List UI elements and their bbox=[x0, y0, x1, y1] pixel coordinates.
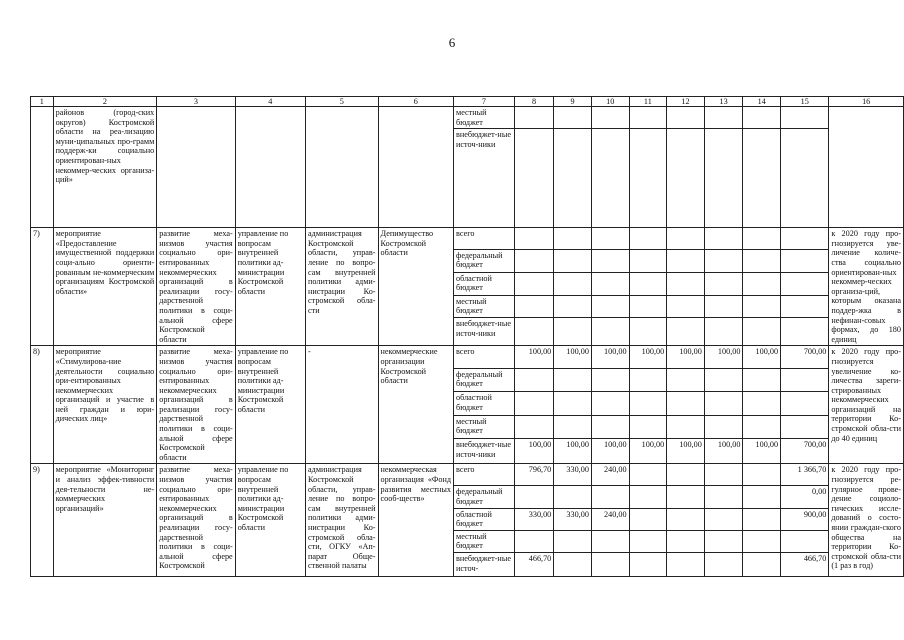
amount-cell bbox=[667, 486, 705, 508]
amount-cell bbox=[554, 368, 592, 391]
funding-source: федеральный бюджет bbox=[454, 368, 515, 391]
amount-cell bbox=[591, 530, 629, 552]
amount-cell bbox=[704, 368, 743, 391]
amount-cell: 100,00 bbox=[743, 346, 781, 368]
header-cell: 16 bbox=[829, 97, 904, 107]
measure-name: районов (город-ских округов) Костромской области на реа-лизацию муни-ципальных про-грамм поддерж-ки социально ориентирован-ных некоммер-ческих организа-ций» bbox=[53, 107, 157, 228]
funding-source: областной бюджет bbox=[454, 392, 515, 415]
amount-cell bbox=[743, 530, 781, 552]
coordinator bbox=[235, 107, 305, 228]
activity-direction: развитие меха-низмов участия социально ори-ентированных некоммерческих организаций в реализации госу-дарственной политики в соци-альной сфере Костромской области bbox=[157, 346, 235, 464]
amount-cell bbox=[554, 249, 592, 272]
expected-result: к 2020 году про-гнозируется ре-гулярное прове-дение социоло-гических иссле-дований о состо-янии граждан-ского общества на территории Ко-стромской обла-сти (1 раз в год) bbox=[829, 464, 904, 577]
amount-cell bbox=[629, 272, 667, 295]
amount-cell bbox=[781, 228, 829, 250]
amount-cell bbox=[667, 464, 705, 486]
coordinator: управление по вопросам внутренней политики ад-министрации Костромской области bbox=[235, 346, 305, 464]
executor: - bbox=[306, 346, 379, 464]
amount-cell: 100,00 bbox=[591, 346, 629, 368]
measure-name: мероприятие «Стимулирова-ние деятельности социально ори-ентированных некоммерческих организаций и участие в ней граждан и юри-дических лиц» bbox=[53, 346, 157, 464]
header-cell: 4 bbox=[235, 97, 305, 107]
amount-cell bbox=[704, 228, 743, 250]
amount-cell: 0,00 bbox=[781, 486, 829, 508]
row-number bbox=[31, 107, 54, 228]
amount-cell bbox=[629, 295, 667, 318]
funding-source: местный бюджет bbox=[454, 107, 515, 129]
page-number: 6 bbox=[448, 35, 456, 50]
executor bbox=[306, 107, 379, 228]
amount-cell bbox=[591, 553, 629, 577]
amount-cell bbox=[514, 318, 554, 346]
amount-cell bbox=[629, 464, 667, 486]
amount-cell bbox=[667, 392, 705, 415]
amount-cell bbox=[704, 553, 743, 577]
funding-source: всего bbox=[454, 346, 515, 368]
amount-cell bbox=[667, 553, 705, 577]
participant: некоммерческая организация «Фонд развития местных сооб-ществ» bbox=[378, 464, 454, 577]
amount-cell bbox=[743, 107, 781, 129]
amount-cell bbox=[514, 249, 554, 272]
amount-cell: 1 366,70 bbox=[781, 464, 829, 486]
amount-cell bbox=[743, 508, 781, 530]
amount-cell bbox=[704, 272, 743, 295]
amount-cell: 100,00 bbox=[514, 439, 554, 464]
header-cell: 10 bbox=[591, 97, 629, 107]
amount-cell bbox=[514, 486, 554, 508]
amount-cell bbox=[704, 415, 743, 438]
amount-cell bbox=[629, 107, 667, 129]
measure-name: мероприятие «Предоставление имущественной поддержки соци-ально ориенти-рованным не-коммерческим организациям Костромской области» bbox=[53, 228, 157, 346]
amount-cell bbox=[554, 107, 592, 129]
amount-cell bbox=[743, 249, 781, 272]
amount-cell bbox=[743, 392, 781, 415]
amount-cell bbox=[781, 129, 829, 228]
amount-cell bbox=[743, 318, 781, 346]
amount-cell bbox=[704, 129, 743, 228]
header-row bbox=[31, 97, 904, 107]
funding-source: федеральный бюджет bbox=[454, 486, 515, 508]
amount-cell bbox=[667, 368, 705, 391]
funding-source: местный бюджет bbox=[454, 530, 515, 552]
measure-name: мероприятие «Мониторинг и анализ эффек-тивности дея-тельности не-коммерческих организаций» bbox=[53, 464, 157, 577]
amount-cell bbox=[629, 553, 667, 577]
funding-source: областной бюджет bbox=[454, 272, 515, 295]
funding-source: местный бюджет bbox=[454, 415, 515, 438]
amount-cell bbox=[781, 368, 829, 391]
amount-cell bbox=[591, 486, 629, 508]
header-cell: 3 bbox=[157, 97, 235, 107]
amount-cell bbox=[667, 508, 705, 530]
amount-cell bbox=[667, 228, 705, 250]
row-number: 9) bbox=[31, 464, 54, 577]
amount-cell: 330,00 bbox=[554, 508, 592, 530]
amount-cell: 330,00 bbox=[514, 508, 554, 530]
amount-cell bbox=[591, 318, 629, 346]
expected-result bbox=[829, 107, 904, 228]
amount-cell bbox=[591, 295, 629, 318]
amount-cell bbox=[743, 129, 781, 228]
participant bbox=[378, 107, 454, 228]
executor: администрация Костромской области, управ-ление по вопро-сам внутренней политики адми-нистрации Ко-стромской обла-сти bbox=[306, 228, 379, 346]
amount-cell: 100,00 bbox=[667, 439, 705, 464]
amount-cell bbox=[591, 107, 629, 129]
amount-cell bbox=[704, 464, 743, 486]
funding-source: федеральный бюджет bbox=[454, 249, 515, 272]
amount-cell bbox=[667, 415, 705, 438]
amount-cell bbox=[781, 107, 829, 129]
amount-cell: 100,00 bbox=[514, 346, 554, 368]
participant: Депимущество Костромской области bbox=[378, 228, 454, 346]
amount-cell bbox=[704, 249, 743, 272]
amount-cell bbox=[743, 272, 781, 295]
header-cell: 2 bbox=[53, 97, 157, 107]
amount-cell bbox=[704, 107, 743, 129]
amount-cell bbox=[554, 392, 592, 415]
amount-cell: 900,00 bbox=[781, 508, 829, 530]
funding-source: внебюджет-ные источ-ники bbox=[454, 318, 515, 346]
amount-cell bbox=[667, 318, 705, 346]
amount-cell bbox=[781, 318, 829, 346]
amount-cell bbox=[514, 107, 554, 129]
coordinator: управление по вопросам внутренней политики ад-министрации Костромской области bbox=[235, 464, 305, 577]
program-table bbox=[30, 96, 904, 577]
activity-direction: развитие меха-низмов участия социально ори-ентированных некоммерческих организаций в реализации госу-дарственной политики в соци-альной сфере Костромской bbox=[157, 464, 235, 577]
table-row bbox=[31, 346, 904, 368]
table-row bbox=[31, 464, 904, 486]
amount-cell: 100,00 bbox=[667, 346, 705, 368]
expected-result: к 2020 году про-гнозируется уве-личение количе-ства социально ориентирован-ных некоммер-ческих организа-ций, которым оказана поддер-жка в нефинан-совых формах, до 180 единиц bbox=[829, 228, 904, 346]
expected-result: к 2020 году про-гнозируется увеличение ко-личества зареги-стрированных некоммерческих организаций на территории Ко-стромской обла-сти до 40 единиц bbox=[829, 346, 904, 464]
coordinator: управление по вопросам внутренней политики ад-министрации Костромской области bbox=[235, 228, 305, 346]
amount-cell bbox=[667, 272, 705, 295]
amount-cell bbox=[743, 464, 781, 486]
amount-cell bbox=[781, 295, 829, 318]
amount-cell bbox=[514, 392, 554, 415]
amount-cell bbox=[704, 318, 743, 346]
amount-cell bbox=[591, 272, 629, 295]
amount-cell: 100,00 bbox=[629, 346, 667, 368]
table-row bbox=[31, 228, 904, 250]
amount-cell bbox=[667, 129, 705, 228]
table-row bbox=[31, 107, 904, 129]
amount-cell bbox=[704, 486, 743, 508]
header-cell: 8 bbox=[514, 97, 554, 107]
amount-cell bbox=[554, 318, 592, 346]
amount-cell bbox=[743, 415, 781, 438]
amount-cell bbox=[743, 486, 781, 508]
executor: администрация Костромской области, управ-ление по вопро-сам внутренней политики адми-нистрации Ко-стромской обла-сти, ОГКУ «Ап-парат Обще-ственной палаты bbox=[306, 464, 379, 577]
amount-cell bbox=[629, 530, 667, 552]
amount-cell bbox=[629, 318, 667, 346]
amount-cell bbox=[781, 249, 829, 272]
amount-cell bbox=[667, 249, 705, 272]
amount-cell bbox=[781, 415, 829, 438]
header-cell: 13 bbox=[704, 97, 743, 107]
amount-cell bbox=[554, 415, 592, 438]
amount-cell bbox=[514, 129, 554, 228]
amount-cell bbox=[629, 249, 667, 272]
amount-cell bbox=[704, 530, 743, 552]
amount-cell bbox=[743, 553, 781, 577]
funding-source: областной бюджет bbox=[454, 508, 515, 530]
header-cell: 15 bbox=[781, 97, 829, 107]
amount-cell bbox=[554, 530, 592, 552]
amount-cell: 466,70 bbox=[781, 553, 829, 577]
funding-source: внебюджет-ные источ-ники bbox=[454, 129, 515, 228]
funding-source: всего bbox=[454, 228, 515, 250]
amount-cell bbox=[629, 228, 667, 250]
amount-cell: 796,70 bbox=[514, 464, 554, 486]
amount-cell bbox=[781, 272, 829, 295]
amount-cell: 100,00 bbox=[554, 346, 592, 368]
amount-cell bbox=[554, 553, 592, 577]
activity-direction: развитие меха-низмов участия социально ори-ентированных некоммерческих организаций в реализации госу-дарственной политики в соци-альной сфере Костромской области bbox=[157, 228, 235, 346]
amount-cell bbox=[554, 228, 592, 250]
amount-cell: 330,00 bbox=[554, 464, 592, 486]
header-cell: 9 bbox=[554, 97, 592, 107]
amount-cell bbox=[667, 530, 705, 552]
amount-cell bbox=[591, 392, 629, 415]
header-cell: 1 bbox=[31, 97, 54, 107]
amount-cell bbox=[629, 368, 667, 391]
amount-cell bbox=[514, 228, 554, 250]
amount-cell bbox=[591, 228, 629, 250]
amount-cell bbox=[514, 272, 554, 295]
header-cell: 14 bbox=[743, 97, 781, 107]
amount-cell bbox=[667, 295, 705, 318]
amount-cell: 100,00 bbox=[743, 439, 781, 464]
amount-cell bbox=[554, 486, 592, 508]
amount-cell bbox=[667, 107, 705, 129]
amount-cell: 100,00 bbox=[554, 439, 592, 464]
header-cell: 7 bbox=[454, 97, 515, 107]
amount-cell bbox=[591, 129, 629, 228]
amount-cell bbox=[781, 392, 829, 415]
header-cell: 6 bbox=[378, 97, 454, 107]
amount-cell: 240,00 bbox=[591, 464, 629, 486]
amount-cell bbox=[591, 249, 629, 272]
participant: некоммерческие организации Костромской области bbox=[378, 346, 454, 464]
amount-cell bbox=[554, 129, 592, 228]
amount-cell: 100,00 bbox=[704, 346, 743, 368]
amount-cell bbox=[629, 415, 667, 438]
amount-cell bbox=[554, 295, 592, 318]
amount-cell bbox=[591, 368, 629, 391]
amount-cell: 700,00 bbox=[781, 439, 829, 464]
header-cell: 12 bbox=[667, 97, 705, 107]
amount-cell bbox=[514, 295, 554, 318]
amount-cell bbox=[781, 530, 829, 552]
amount-cell: 100,00 bbox=[591, 439, 629, 464]
amount-cell bbox=[743, 295, 781, 318]
amount-cell: 466,70 bbox=[514, 553, 554, 577]
amount-cell bbox=[743, 228, 781, 250]
amount-cell bbox=[704, 508, 743, 530]
amount-cell bbox=[704, 295, 743, 318]
amount-cell bbox=[629, 508, 667, 530]
amount-cell bbox=[514, 368, 554, 391]
funding-source: всего bbox=[454, 464, 515, 486]
amount-cell bbox=[514, 530, 554, 552]
amount-cell bbox=[743, 368, 781, 391]
amount-cell: 240,00 bbox=[591, 508, 629, 530]
amount-cell bbox=[591, 415, 629, 438]
amount-cell bbox=[704, 392, 743, 415]
header-cell: 11 bbox=[629, 97, 667, 107]
amount-cell: 100,00 bbox=[704, 439, 743, 464]
funding-source: внебюджет-ные источ-ники bbox=[454, 439, 515, 464]
amount-cell bbox=[629, 486, 667, 508]
row-number: 7) bbox=[31, 228, 54, 346]
row-number: 8) bbox=[31, 346, 54, 464]
activity-direction bbox=[157, 107, 235, 228]
header-cell: 5 bbox=[306, 97, 379, 107]
amount-cell: 700,00 bbox=[781, 346, 829, 368]
amount-cell bbox=[629, 392, 667, 415]
funding-source: внебюджет-ные источ- bbox=[454, 553, 515, 577]
amount-cell bbox=[554, 272, 592, 295]
amount-cell bbox=[514, 415, 554, 438]
amount-cell bbox=[629, 129, 667, 228]
amount-cell: 100,00 bbox=[629, 439, 667, 464]
funding-source: местный бюджет bbox=[454, 295, 515, 318]
